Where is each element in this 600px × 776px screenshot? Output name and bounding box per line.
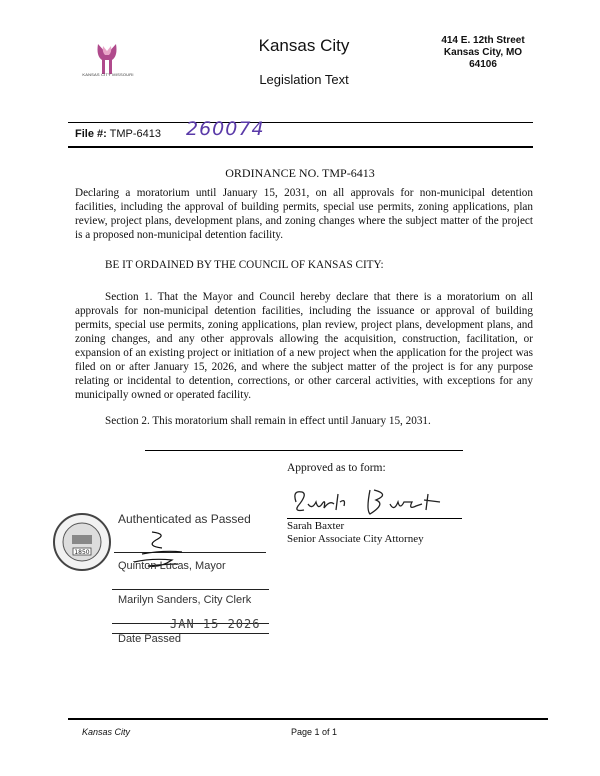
footer-divider [68,718,548,720]
clerk-label: Marilyn Sanders, City Clerk [118,594,252,606]
file-label: File #: [75,128,107,140]
address-block [418,35,548,71]
signature-line [287,518,462,519]
attorney-block [287,520,424,546]
date-stamp: JAN 15 2026 [170,617,261,631]
file-number [75,128,161,140]
attorney-name: Sarah Baxter [287,520,345,532]
file-number-value: TMP-6413 [109,128,162,140]
address-line: Kansas City, MO [443,47,523,58]
section-2-paragraph: Section 2. This moratorium shall remain in effect until January 15, 2031. [105,415,431,427]
page-number: Page 1 of 1 [291,727,338,737]
approved-label: Approved as to form: [287,462,386,474]
address-line: 414 E. 12th Street [441,35,525,46]
divider [145,450,463,451]
city-seal-icon [52,512,112,572]
footer-city: Kansas City [82,727,131,737]
handwritten-number: 260074 [186,118,265,140]
page-subtitle: Legislation Text [259,72,349,87]
logo-caption: KANSAS CITY MISSOURI [82,72,134,77]
svg-text:1850: 1850 [74,549,90,556]
authenticated-label: Authenticated as Passed [118,512,251,526]
date-passed-label: Date Passed [118,633,181,645]
section-1-paragraph: Section 1. That the Mayor and Council hereby declare that there is a moratorium on all approvals for non-municipal detention facilities, including the issuance or approval of building permits, special use permits, zoning applications, plan review, project plans, development plans, and zoning changes, and any other approvals allowing the acquisition, construction, facilitation, or expansion of an existing project or initiation of a new project when the application for the project was filed on or after January 15, 2026, and where the subject matter of the project is for any purpose relating or incidental to detention, corrections, or other carceral activities, with exceptions for any municipally owned or operated facility. [75,291,533,401]
ordained-paragraph: BE IT ORDAINED BY THE COUNCIL OF KANSAS CITY: [105,259,384,271]
address-line: 64106 [469,59,497,70]
intro-paragraph: Declaring a moratorium until January 15, 2031, on all approvals for non-municipal detention facilities, including the approval of building permits, special use permits, zoning applications, plan review, project plans, development plans, and zoning changes where the subject matter of the project is a proposed non-municipal detention facility. [75,187,533,241]
mayor-label: Quinton Lucas, Mayor [118,560,226,572]
page-title: Kansas City [258,36,350,55]
attorney-role: Senior Associate City Attorney [287,533,424,545]
signature-line [112,589,269,590]
divider [68,146,533,148]
attorney-signature [290,480,460,520]
ordinance-title: ORDINANCE NO. TMP-6413 [225,166,375,180]
divider [68,122,533,123]
